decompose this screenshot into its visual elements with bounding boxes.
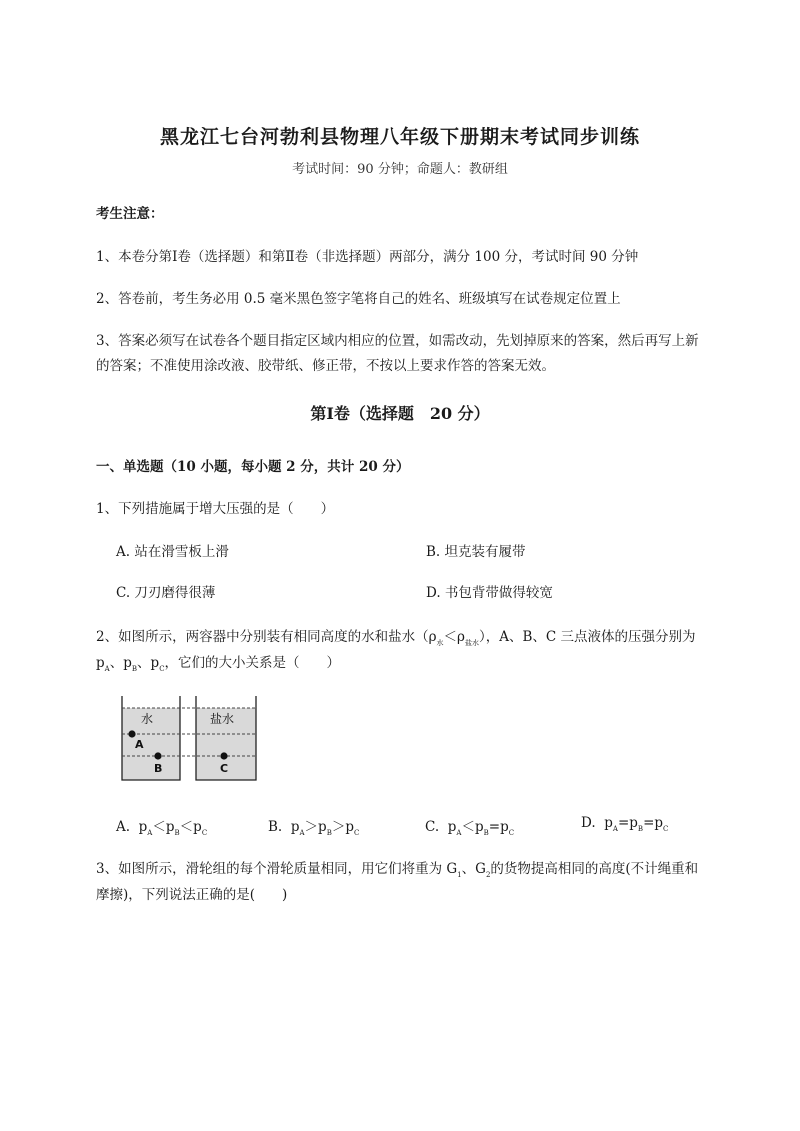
rho-water-sub: 水 [436, 639, 444, 647]
q2-stem-line1 [96, 625, 696, 645]
q2-option-b: B. $p_A>p_B>p_C$ [268, 819, 360, 837]
q2-option-c: C. $p_A<p_B=p_C$ [425, 819, 515, 837]
notice-1: 1、本卷分第Ⅰ卷（选择题）和第Ⅱ卷（非选择题）两部分，满分 100 分，考试时间 90 分钟 [96, 249, 639, 265]
point-c-label: C [220, 762, 229, 775]
notice-3-line2: 的答案；不准使用涂改液、胶带纸、修正带，不按以上要求作答的答案无效。 [96, 358, 555, 374]
notice-2: 2、答卷前，考生务必用 0.5 毫米黑色签字笔将自己的姓名、班级填写在试卷规定位置上 [96, 291, 621, 307]
q3-stem-line2: 摩擦)，下列说法正确的是( ) [96, 887, 288, 903]
q2-option-a: A. $p_A<p_B<p_C$ [116, 819, 208, 837]
exam-info: 考试时间：90 分钟；命题人：教研组 [292, 162, 508, 177]
notice-heading: 考生注意： [96, 206, 164, 222]
q2-stem-c: ，它们的大小关系是（ ） [164, 655, 341, 671]
section-title: 第Ⅰ卷（选择题 20 分） [310, 404, 490, 423]
q1-option-c: C. 刀刃磨得很薄 [116, 585, 216, 601]
brine-label: 盐水 [210, 712, 235, 726]
notice-3-line1: 3、答案必须写在试卷各个题目指定区域内相应的位置，如需改动，先划掉原来的答案，然后再写上新 [96, 333, 699, 349]
q1-option-b: B. 坦克装有履带 [426, 544, 526, 560]
q1-option-d: D. 书包背带做得较宽 [426, 585, 553, 601]
point-b-label: B [154, 762, 163, 775]
q1-option-a: A. 站在滑雪板上滑 [116, 544, 229, 560]
q1-stem: 1、下列措施属于增大压强的是（ ） [96, 501, 335, 517]
q2-option-d: D. $p_A=p_B=p_C$ [581, 815, 669, 833]
point-b-dot [154, 752, 161, 759]
point-a-dot [128, 730, 135, 737]
q2-stem-b: ），A、B、C 三点液体的压强分别为 [478, 629, 696, 645]
rho-brine-sub: 盐水 [464, 639, 479, 647]
part-heading: 一、单选题（10 小题，每小题 2 分，共计 20 分） [96, 459, 410, 475]
containers-figure [110, 692, 270, 787]
q3-stem-line1: 3、如图所示，滑轮组的每个滑轮质量相同，用它们将重为 $G_1$、$G_2$的货物提高相同的高度(不计绳重和 [96, 861, 699, 879]
q2-stem-a: 2、如图所示，两容器中分别装有相同高度的水和盐水（ρ [96, 629, 437, 645]
q2-stem-lt: ＜ρ [443, 629, 465, 645]
water-label: 水 [141, 712, 154, 726]
point-c-dot [220, 752, 227, 759]
document-title: 黑龙江七台河勃利县物理八年级下册期末考试同步训练 [159, 126, 640, 148]
point-a-label: A [135, 738, 144, 751]
q2-stem-line2: $p_A$、$p_B$、$p_C$，它们的大小关系是（ ） [96, 655, 341, 673]
